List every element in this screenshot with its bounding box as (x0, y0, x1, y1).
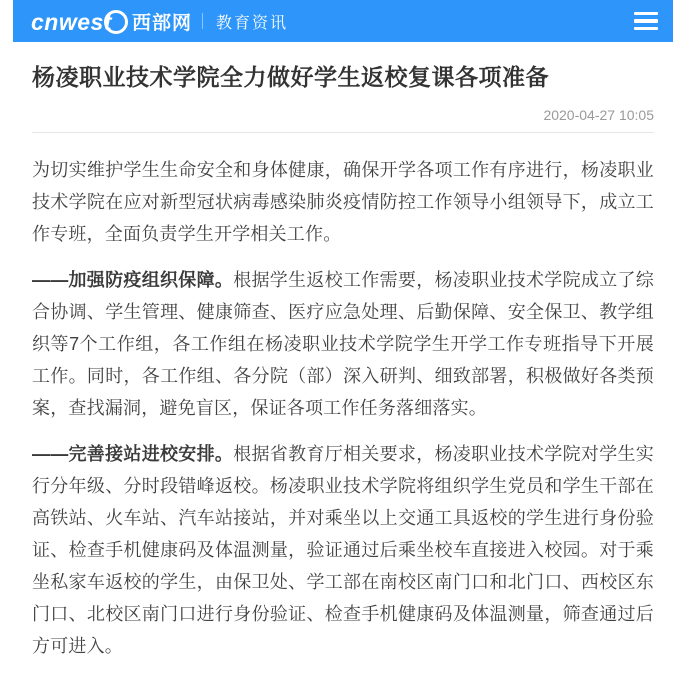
paragraph-text: 根据学生返校工作需要，杨凌职业技术学院成立了综合协调、学生管理、健康筛查、医疗应急处理、后勤保障、安全保卫、教学组织等7个工作组，各工作组在杨凌职业技术学院学生开学工作专班指导下开展工作。同时，各工作组、各分院（部）深入研判、细致部署，积极做好各类预案，查找漏洞，避免盲区，保证各项工作任务落细落实。 (32, 270, 654, 418)
article-title: 杨凌职业技术学院全力做好学生返校复课各项准备 (32, 64, 549, 90)
logo-text-en: cnwest (31, 8, 112, 35)
paragraph-text: 为切实维护学生生命安全和身体健康，确保开学各项工作有序进行，杨凌职业技术学院在应对新型冠状病毒感染肺炎疫情防控工作领导小组领导下，成立工作专班，全面负责学生开学相关工作。 (32, 160, 654, 244)
article-paragraph (32, 154, 654, 250)
title-divider (32, 132, 654, 133)
paragraph-lead: ——加强防疫组织保障。 (32, 270, 234, 290)
header-divider (202, 13, 203, 29)
article-body (32, 154, 654, 662)
cnwest-logo[interactable] (31, 8, 192, 35)
logo-text-cn: 西部网 (131, 12, 192, 34)
page-container (13, 0, 673, 662)
paragraph-text: 根据省教育厅相关要求，杨凌职业技术学院对学生实行分年级、分时段错峰返校。杨凌职业技术学院将组织学生党员和学生干部在高铁站、火车站、汽车站接站，并对乘坐以上交通工具返校的学生进行身份验证、检查手机健康码及体温测量，验证通过后乘坐校车直接进入校园。对于乘坐私家车返校的学生，由保卫处、学工部在南校区南门口和北门口、西校区东门口、北校区南门口进行身份验证、检查手机健康码及体温测量，筛查通过后方可进入。 (32, 444, 654, 656)
article-paragraph (32, 264, 654, 424)
paragraph-lead: ——完善接站进校安排。 (32, 444, 234, 464)
article-paragraph (32, 438, 654, 662)
top-nav-bar (13, 0, 673, 42)
channel-link-education[interactable]: 教育资讯 (216, 14, 289, 32)
logo-swoosh-icon (104, 10, 128, 34)
hamburger-menu-icon[interactable] (634, 12, 658, 31)
article-container (13, 62, 673, 662)
article-date: 2020-04-27 10:05 (543, 107, 654, 123)
